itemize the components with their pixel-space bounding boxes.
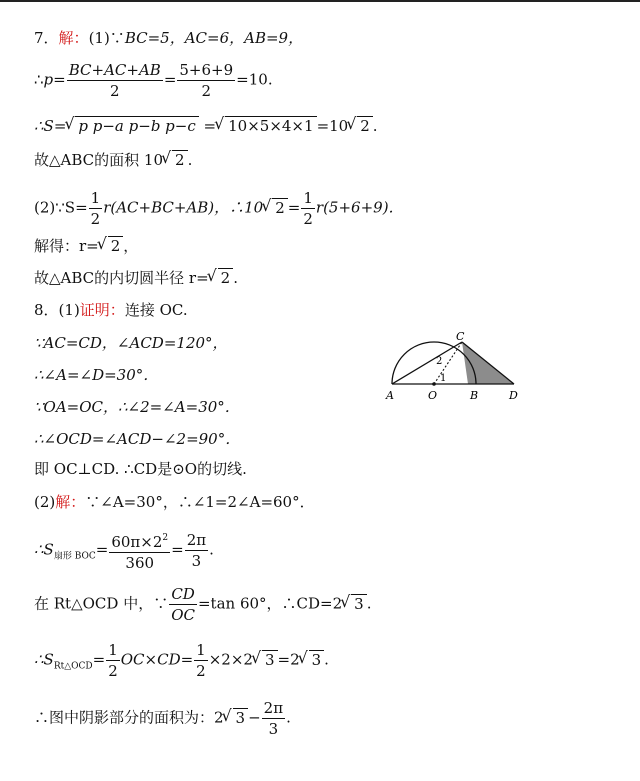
- q8-line-5: ∴∠OCD=∠ACD−∠2=90°．: [34, 430, 241, 448]
- label-c: C: [456, 330, 465, 343]
- q8-line-7: (2)解：∵∠A=30°，∴∠1=2∠A=60°．: [34, 493, 315, 511]
- q7-number: 7．: [34, 29, 59, 47]
- fraction-p: $\frac{BC+AC+AB}{2}$: [68, 61, 161, 100]
- q7-line-solve: 解得：r=√ 2 ，: [34, 236, 138, 256]
- center-o: [432, 382, 436, 386]
- label-a: A: [386, 389, 394, 402]
- label-b: B: [470, 389, 479, 402]
- q8-solution-label: 解：: [55, 493, 86, 511]
- q7-line-part2: (2)∵S= $\frac{1}{2}$ r(AC+BC+AB)，∴10√ 2 = $\frac{1}{2}$ r(5+6+9)．: [34, 188, 404, 229]
- q7-line-1: 7．解：(1)∵BC=5，AC=6，AB=9，: [34, 29, 304, 47]
- q8-line-rt: 在 Rt△OCD 中，∵ $\frac{CD}{OC}$ =tan 60°，∴CD=2√ 3 .: [34, 584, 371, 625]
- q7-line-p: ∴p= $\frac{BC+AC+AB}{2}$ = $\frac{5+6+9}{2}$ =10.: [34, 61, 273, 100]
- q8-line-sector: $\therefore S_{扇形 BOC}=$ $\frac{60\pi\times 2^2}{360}$ = $\frac{2\pi}{3}$ .: [34, 531, 214, 572]
- line-ac: [392, 342, 462, 384]
- q8-line-6: 即 OC⊥CD. ∴CD是⊙O的切线.: [34, 460, 247, 478]
- q8-line-1: 8．(1)证明：连接 OC.: [34, 301, 188, 319]
- q8-line-triangle: $\therefore S_{Rt\triangle OCD}=$ $\frac{1}{2}$ OC×CD= $\frac{1}{2}$ ×2×2√ 3 =2√ 3 .: [34, 640, 329, 681]
- geometry-figure: [380, 330, 530, 406]
- sqrt-heron: √ p p−a p−b p−c: [75, 116, 198, 135]
- q7-solution-label: 解：: [58, 29, 89, 47]
- label-d: D: [509, 389, 518, 402]
- q8-line-4: ∵OA=OC，∴∠2=∠A=30°．: [34, 398, 240, 416]
- q8-line-final: ∴图中阴影部分的面积为：2√ 3 − $\frac{2\pi}{3}$ .: [34, 698, 291, 739]
- q8-line-2: ∵AC=CD，∠ACD=120°，: [34, 334, 228, 352]
- label-angle-2: 2: [436, 356, 443, 367]
- top-border: [0, 0, 640, 2]
- q8-number: 8．(1): [34, 301, 80, 319]
- label-o: O: [428, 389, 438, 402]
- q7-line-s: ∴S=√ p p−a p−b p−c =√ 10×5×4×1 =10√ 2 .: [34, 116, 378, 136]
- q8-proof-label: 证明：: [79, 301, 125, 319]
- q8-line-3: ∴∠A=∠D=30°．: [34, 366, 159, 384]
- label-angle-1: 1: [440, 373, 447, 384]
- q7-line-radius: 故△ABC的内切圆半径 r=√ 2 .: [34, 268, 238, 288]
- fraction-p-values: $\frac{5+6+9}{2}$: [179, 61, 234, 100]
- q7-line-area: 故△ABC的面积 10√ 2 .: [34, 150, 192, 170]
